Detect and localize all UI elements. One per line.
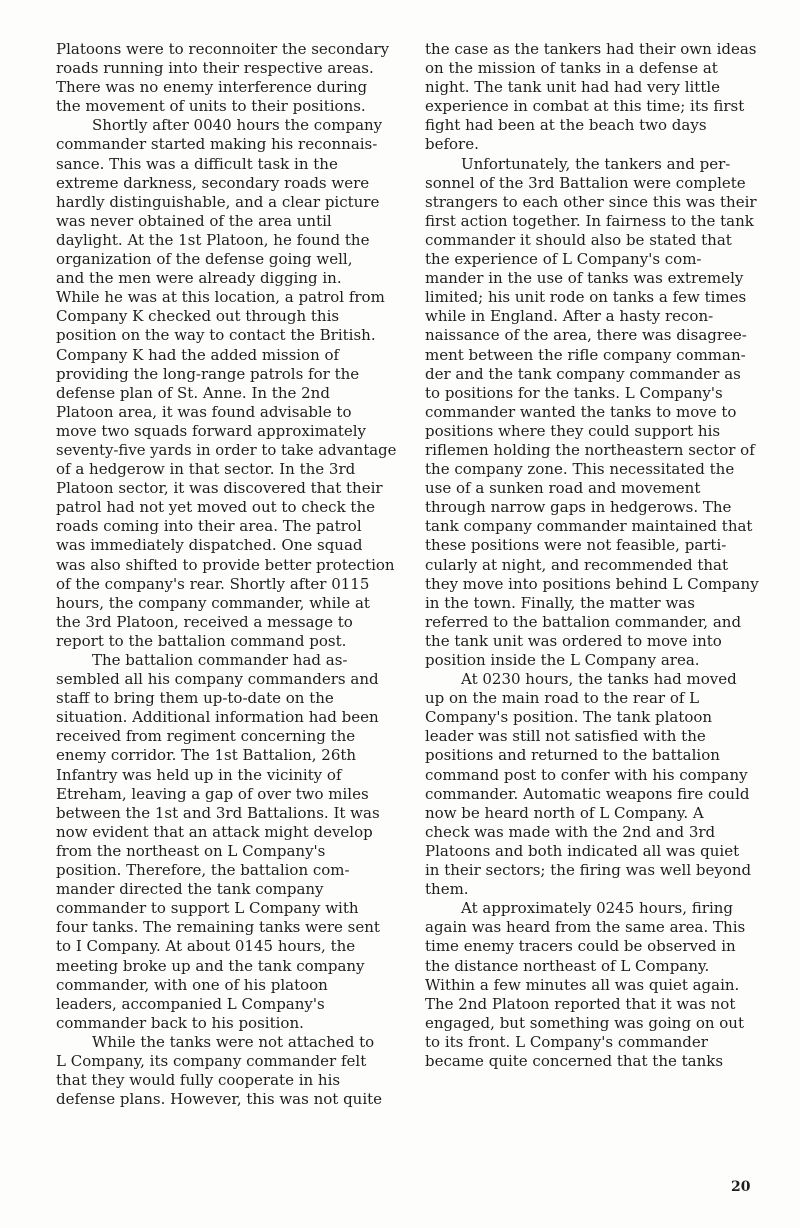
text-line: night. The tank unit had had very little [425, 78, 721, 97]
text-line: Within a few minutes all was quiet again. [425, 975, 740, 994]
text-line: The 2nd Platoon reported that it was not [425, 994, 736, 1013]
text-line: commander started making his reconnais- [56, 135, 378, 154]
text-line: move two squads forward approximately [56, 421, 367, 440]
text-line: Company K checked out through this [56, 307, 340, 326]
text-line: while in England. After a hasty recon- [425, 307, 714, 326]
text-line: limited; his unit rode on tanks a few times [425, 288, 747, 307]
text-line: before. [425, 135, 479, 154]
text-line: first action together. In fairness to the tank [425, 211, 754, 230]
text-line: Company's position. The tank platoon [425, 708, 713, 727]
left-text-column [56, 40, 396, 1109]
text-line: mander directed the tank company [56, 880, 324, 899]
text-line: riflemen holding the northeastern sector of [425, 440, 755, 459]
text-line: commander it should also be stated that [425, 230, 732, 249]
text-line: command post to confer with his company [425, 765, 748, 784]
text-line: organization of the defense going well, [56, 250, 353, 269]
text-line: position on the way to contact the British. [56, 326, 376, 345]
text-line: in their sectors; the firing was well beyond [425, 861, 752, 880]
text-line: four tanks. The remaining tanks were sent [56, 918, 380, 937]
text-line: Platoon sector, it was discovered that their [56, 479, 383, 498]
text-line: of a hedgerow in that sector. In the 3rd [56, 460, 356, 479]
text-line: was immediately dispatched. One squad [56, 536, 363, 555]
text-line: now evident that an attack might develop [56, 822, 373, 841]
text-line: in the town. Finally, the matter was [425, 593, 695, 612]
text-line: seventy-five yards in order to take advantage [56, 440, 397, 459]
text-line: staff to bring them up-to-date on the [56, 689, 334, 708]
text-line: was never obtained of the area until [56, 211, 332, 230]
text-line: they move into positions behind L Company [425, 574, 759, 593]
text-line: Platoon area, it was found advisable to [56, 402, 352, 421]
text-line: experience in combat at this time; its first [425, 97, 745, 116]
text-line: time enemy tracers could be observed in [425, 937, 736, 956]
text-line: providing the long-range patrols for the [56, 364, 360, 383]
text-line: meeting broke up and the tank company [56, 956, 365, 975]
text-line: to its front. L Company's commander [425, 1032, 708, 1051]
text-line: referred to the battalion commander, and [425, 612, 742, 631]
text-line: commander to support L Company with [56, 899, 359, 918]
text-line: the experience of L Company's com- [425, 250, 702, 269]
text-line: strangers to each other since this was their [425, 192, 757, 211]
text-line: While the tanks were not attached to [92, 1032, 375, 1051]
text-line: again was heard from the same area. This [425, 918, 746, 937]
text-line: that they would fully cooperate in his [56, 1071, 341, 1090]
text-line: to I Company. At about 0145 hours, the [56, 937, 356, 956]
text-line: commander, with one of his platoon [56, 975, 328, 994]
text-line: position inside the L Company area. [425, 651, 700, 669]
text-line: leader was still not satisfied with the [425, 727, 706, 746]
text-line: situation. Additional information had been [56, 708, 379, 727]
text-line: report to the battalion command post. [56, 631, 347, 650]
text-line: hours, the company commander, while at [56, 593, 370, 612]
text-line: the case as the tankers had their own ideas [425, 40, 757, 58]
text-line: the movement of units to their positions. [56, 97, 366, 116]
text-line: At 0230 hours, the tanks had moved [461, 670, 737, 689]
text-line: sembled all his company commanders and [56, 670, 379, 689]
text-line: positions and returned to the battalion [425, 746, 720, 765]
text-line: Unfortunately, the tankers and per- [461, 154, 731, 173]
text-line: sonnel of the 3rd Battalion were complete [425, 173, 746, 192]
text-line: on the mission of tanks in a defense at [425, 59, 718, 78]
text-line: use of a sunken road and movement [425, 479, 701, 498]
text-line: defense plan of St. Anne. In the 2nd [56, 383, 330, 402]
text-line: fight had been at the beach two days [425, 116, 707, 135]
text-line: tank company commander maintained that [425, 517, 753, 536]
text-line: commander. Automatic weapons fire could [425, 784, 750, 803]
text-line: from the northeast on L Company's [56, 841, 326, 860]
text-line: to positions for the tanks. L Company's [425, 383, 723, 402]
text-line: commander back to his position. [56, 1013, 304, 1032]
text-line: roads coming into their area. The patrol [56, 517, 362, 536]
text-line: the company zone. This necessitated the [425, 460, 735, 479]
text-line: and the men were already digging in. [56, 269, 342, 288]
text-line: received from regiment concerning the [56, 727, 356, 746]
text-line: naissance of the area, there was disagree- [425, 326, 747, 345]
text-line: engaged, but something was going on out [425, 1013, 744, 1032]
text-line: defense plans. However, this was not quite [56, 1090, 383, 1109]
text-line: L Company, its company commander felt [56, 1051, 367, 1070]
text-line: patrol had not yet moved out to check the [56, 498, 375, 517]
text-line: enemy corridor. The 1st Battalion, 26th [56, 746, 357, 765]
text-line: Etreham, leaving a gap of over two miles [56, 784, 369, 803]
text-line: commander wanted the tanks to move to [425, 402, 737, 421]
text-line: now be heard north of L Company. A [425, 803, 704, 822]
text-line: cularly at night, and recommended that [425, 555, 728, 574]
text-line: Infantry was held up in the vicinity of [56, 765, 342, 784]
right-text-column [425, 40, 770, 1071]
text-line: extreme darkness, secondary roads were [56, 173, 370, 192]
text-line: There was no enemy interference during [56, 78, 368, 97]
text-line: up on the main road to the rear of L [425, 689, 700, 708]
text-line: Shortly after 0040 hours the company [92, 116, 383, 135]
text-line: roads running into their respective areas. [56, 59, 374, 78]
text-line: position. Therefore, the battalion com- [56, 861, 350, 880]
text-line: check was made with the 2nd and 3rd [425, 822, 716, 841]
text-line: The battalion commander had as- [92, 651, 348, 669]
text-line: At approximately 0245 hours, firing [461, 899, 734, 918]
text-line: Platoons and both indicated all was quiet [425, 841, 740, 860]
text-line: daylight. At the 1st Platoon, he found the [56, 230, 370, 249]
text-line: of the company's rear. Shortly after 0115 [56, 574, 370, 593]
page-number: 20 [731, 1179, 751, 1195]
text-line: sance. This was a difficult task in the [56, 154, 338, 173]
text-line: der and the tank company commander as [425, 364, 741, 383]
text-line: through narrow gaps in hedgerows. The [425, 498, 732, 517]
text-line: the tank unit was ordered to move into [425, 631, 722, 650]
text-line: between the 1st and 3rd Battalions. It was [56, 803, 380, 822]
text-line: While he was at this location, a patrol from [56, 288, 385, 307]
text-line: positions where they could support his [425, 421, 721, 440]
text-line: was also shifted to provide better protection [56, 555, 395, 574]
text-line: leaders, accompanied L Company's [56, 994, 325, 1013]
text-line: Company K had the added mission of [56, 345, 340, 364]
text-line: these positions were not feasible, parti- [425, 536, 727, 555]
text-line: the 3rd Platoon, received a message to [56, 612, 353, 631]
text-line: hardly distinguishable, and a clear picture [56, 192, 380, 211]
text-line: the distance northeast of L Company. [425, 956, 710, 975]
text-line: ment between the rifle company comman- [425, 345, 746, 364]
text-line: mander in the use of tanks was extremely [425, 269, 744, 288]
text-line: Platoons were to reconnoiter the secondary [56, 40, 390, 58]
text-line: became quite concerned that the tanks [425, 1051, 724, 1070]
text-line: them. [425, 880, 469, 899]
